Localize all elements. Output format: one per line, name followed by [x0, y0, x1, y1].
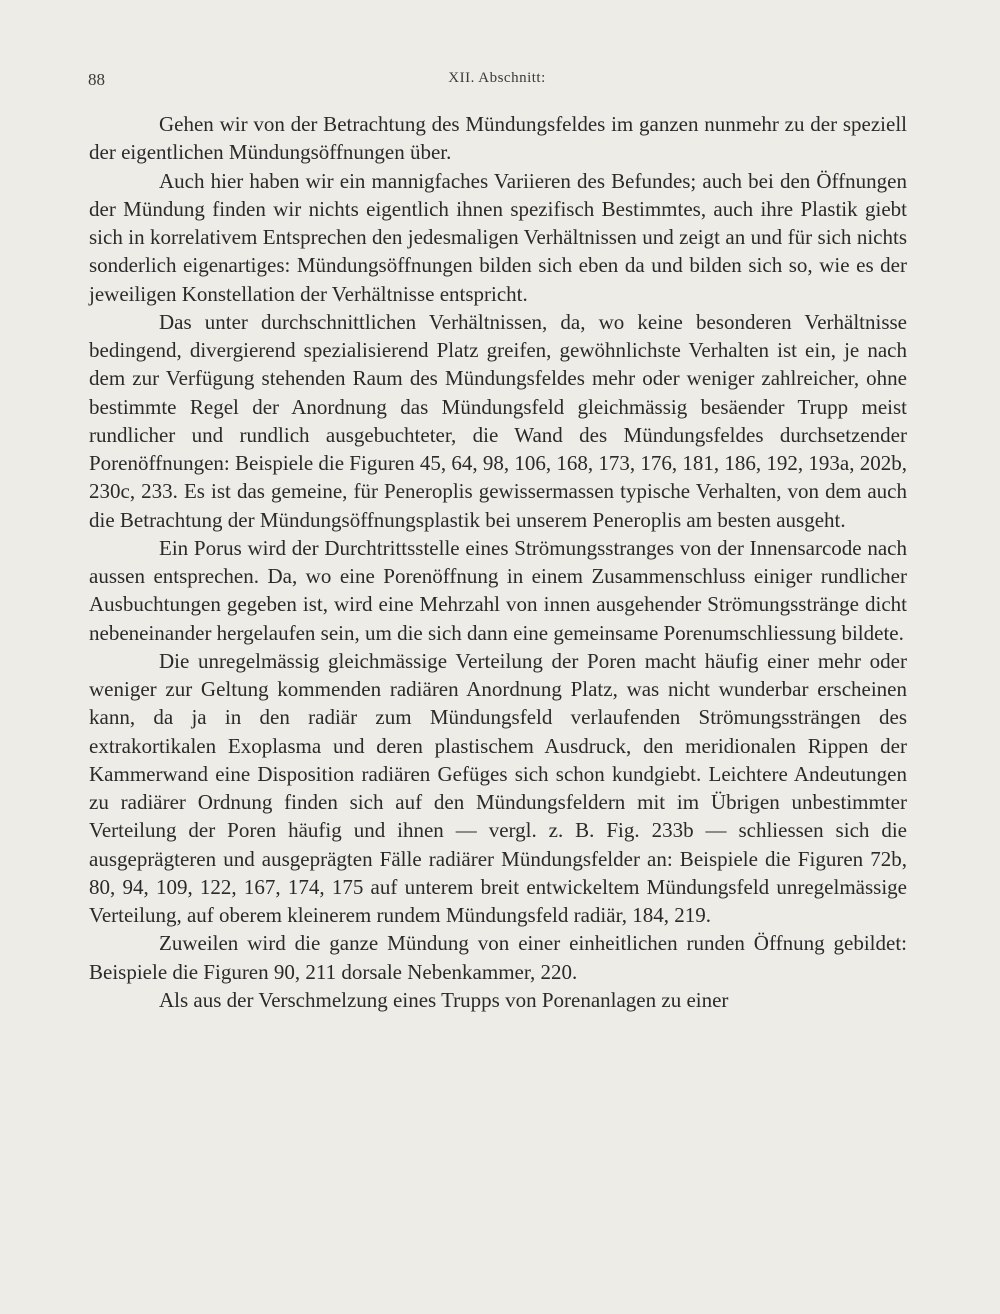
body-text — [89, 110, 907, 1014]
paragraph: Zuweilen wird die ganze Mündung von einer einheitlichen runden Öffnung gebildet: Beispiele die Figuren 90, 211 dorsale Nebenkammer, 220. — [89, 931, 907, 984]
paragraph: Als aus der Verschmelzung eines Trupps von Porenanlagen zu einer — [159, 987, 729, 1012]
paragraph: Das unter durchschnittlichen Verhältnissen, da, wo keine besonderen Verhältnisse bedingend, divergierend spezialisierend Platz greifen, gewöhnlichste Verhalten ist ein, je nach dem zur Verfügung stehenden Raum des Mündungsfeldes mehr oder weniger zahlreicher, ohne bestimmte Regel der Anordnung das Mündungsfeld gleichmässig besäender Trupp meist rundlicher und rundlich ausgebuchteter, die Wand des Mündungsfeldes durchsetzender Porenöffnungen: Beispiele die Figuren 45, 64, 98, 106, 168, 173, 176, 181, 186, 192, 193a, 202b, 230c, 233. Es ist das gemeine, für Peneroplis gewissermassen typische Verhalten, von dem auch die Betrachtung der Mündungsöffnungsplastik bei unserem Peneroplis am besten ausgeht. — [89, 309, 907, 532]
running-head: XII. Abschnitt: — [448, 70, 546, 86]
paragraph: Die unregelmässig gleichmässige Verteilung der Poren macht häufig einer mehr oder weniger zur Geltung kommenden radiären Anordnung Platz, was nicht wunderbar erscheinen kann, da ja in den radiär zum Mündungsfeld verlaufenden Strömungssträngen des extrakortikalen Exoplasma und deren plastischem Ausdruck, den meridionalen Rippen der Kammerwand eine Disposition radiären Gefüges sich schon kundgiebt. Leichtere Andeutungen zu radiärer Ordnung finden sich auf den Mündungsfeldern mit im Übrigen unbestimmter Verteilung der Poren häufig und ihnen — vergl. z. B. Fig. 233b — schliessen sich die ausgeprägteren und ausgeprägten Fälle radiärer Mündungsfelder an: Beispiele die Figuren 72b, 80, 94, 109, 122, 167, 174, 175 auf unterem breit entwickeltem Mündungsfeld unregelmässige Verteilung, auf oberem kleinerem rundem Mündungsfeld radiär, 184, 219. — [89, 648, 907, 927]
page-header — [88, 70, 906, 98]
paragraph: Ein Porus wird der Durchtrittsstelle eines Strömungsstranges von der Innensarcode nach aussen entsprechen. Da, wo eine Porenöffnung in einem Zusammenschluss einiger rundlicher Ausbuchtungen gegeben ist, wird eine Mehrzahl von innen ausgehender Strömungsstränge dicht nebeneinander hergelaufen sein, um die sich dann eine gemeinsame Porenumschliessung bildete. — [89, 535, 907, 645]
page-number: 88 — [88, 70, 105, 89]
paragraph: Auch hier haben wir ein mannigfaches Variieren des Befundes; auch bei den Öffnungen der Mündung finden wir nichts eigentlich ihnen spezifisch Bestimmtes, auch ihre Plastik giebt sich in korrelativem Entsprechen den jedesmaligen Verhältnissen und zeigt an und für sich nichts sonderlich eigenartiges: Mündungsöffnungen bilden sich eben da und bilden sich so, wie es der jeweiligen Konstellation der Verhältnisse entspricht. — [89, 168, 907, 306]
paragraph: Gehen wir von der Betrachtung des Mündungsfeldes im ganzen nunmehr zu der speziell der eigentlichen Mündungsöffnungen über. — [89, 112, 907, 165]
